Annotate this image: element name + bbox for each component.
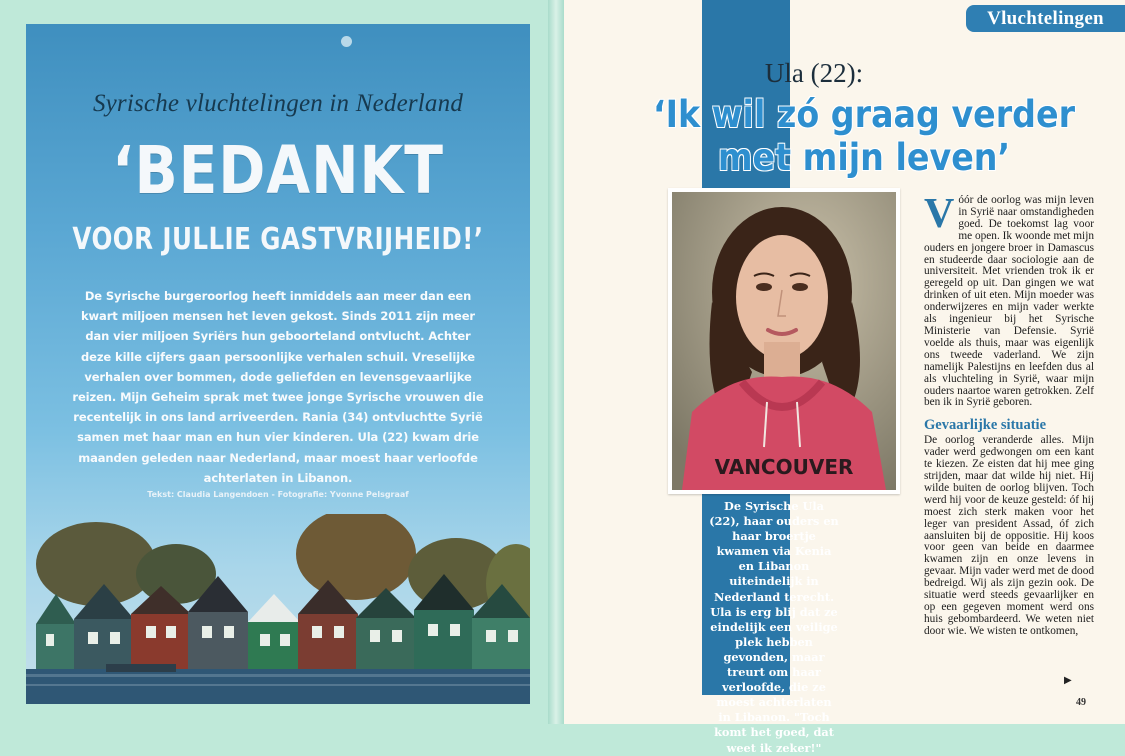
intro-paragraph: De Syrische burgeroorlog heeft inmiddels aan meer dan een kwart miljoen mensen het leven gekost. Sinds 2011 zijn meer dan vier miljoen Syriërs hun geboorteland ontvlucht. Achter deze kille cijfers gaan persoonlijke verhalen schuil. Vreselijke verhalen over bommen, dode geliefden en levensgevaarlijke reizen. Mijn Geheim sprak met twee jonge Syrische vrouwen die recentelijk in ons land arriveerden. Rania (34) ontvluchtte Syrië samen met haar man en hun vier kinderen. Ula (22) kwam drie maanden geleden naar Nederland, maar moest haar verloofde achterlaten in Libanon. [72, 289, 484, 485]
quote-title-line-2: met mijn leven’ [717, 136, 1011, 179]
headline-sub: VOOR JULLIE GASTVRIJHEID!’ [72, 222, 484, 257]
interviewee-name: Ula (22): [764, 58, 864, 88]
article-body-column [924, 191, 1094, 638]
left-page [26, 24, 530, 704]
body-paragraph-1 [924, 191, 1094, 409]
right-page [564, 0, 1125, 755]
page-gutter [548, 0, 564, 724]
continue-arrow-icon: ▶ [1064, 675, 1072, 686]
photo-caption: De Syrische Ula (22), haar ouders en haar broertje kwamen via Kenia en Libanon uiteindelijk in Nederland terecht. Ula is erg blij dat ze eindelijk een veilige plek hebben gevonden, maar treurt om haar verloofde, die ze moest achterlaten in Libanon. "Toch komt het goed, dat weet ik zeker!" [709, 499, 839, 755]
quote-title-line-1: ‘Ik wil zó graag verder [652, 93, 1076, 136]
moon [341, 36, 352, 47]
portrait-photo-frame [668, 188, 900, 494]
dutch-houses-photo [26, 514, 530, 704]
section-tab: Vluchtelingen [966, 5, 1125, 32]
portrait-photo [672, 192, 896, 490]
body-paragraph-1-text: óór de oorlog was mijn leven in Syrië naar omstandigheden goed. De toekomst lag voor me open. Ik woonde met mijn ouders en jongere broer in Damascus en studeerde daar sociologie aan de universiteit. Met vrienden trok ik er geregeld op uit. Dan gingen we wat drinken of uit eten. Mijn moeder was onderwijzeres en mijn vader werkte als ingenieur bij het Syrische Ministerie van Defensie. Syrië voelde als thuis, maar was eigenlijk ons tweede vaderland. We zijn namelijk Palestijns en leefden dus al als vluchteling in Syrië, waar mijn ouders naartoe waren getrokken. Zelf ben ik in Syrië geboren. [924, 194, 1094, 409]
shirt-text: VANCOUVER [714, 455, 854, 479]
article-kicker: Syrische vluchtelingen in Nederland [92, 90, 464, 117]
credits: Tekst: Claudia Langendoen - Fotografie: Yvonne Pelsgraaf [147, 490, 409, 499]
body-paragraph-2: De oorlog veranderde alles. Mijn vader werd gedwongen om een kant te kiezen. Ze eisten dat hij mee ging strijden, maar dat wilde hij niet. Hij wilde buiten de oorlog blijven. Toch werd hij voor de keuze gesteld: óf hij moest zich sterk maken voor het leger van president Assad, óf zich aansluiten bij de oppositie. Hij koos voor geen van beide en daarmee kwamen zijn en onze levens in gevaar. Mijn vader werd met de dood bedreigd. Wij als zijn gezin ook. De situatie werd steeds gevaarlijker en op een gegeven moment werd ons huis gebombardeerd. We weten niet door wie. We wisten te ontkomen, [924, 434, 1094, 637]
quote-title [648, 93, 1080, 179]
subheading: Gevaarlijke situatie [924, 417, 1047, 434]
drop-cap: V [924, 191, 955, 237]
headline-main: ‘BEDANKT [112, 132, 444, 209]
page-number: 49 [1076, 697, 1086, 708]
